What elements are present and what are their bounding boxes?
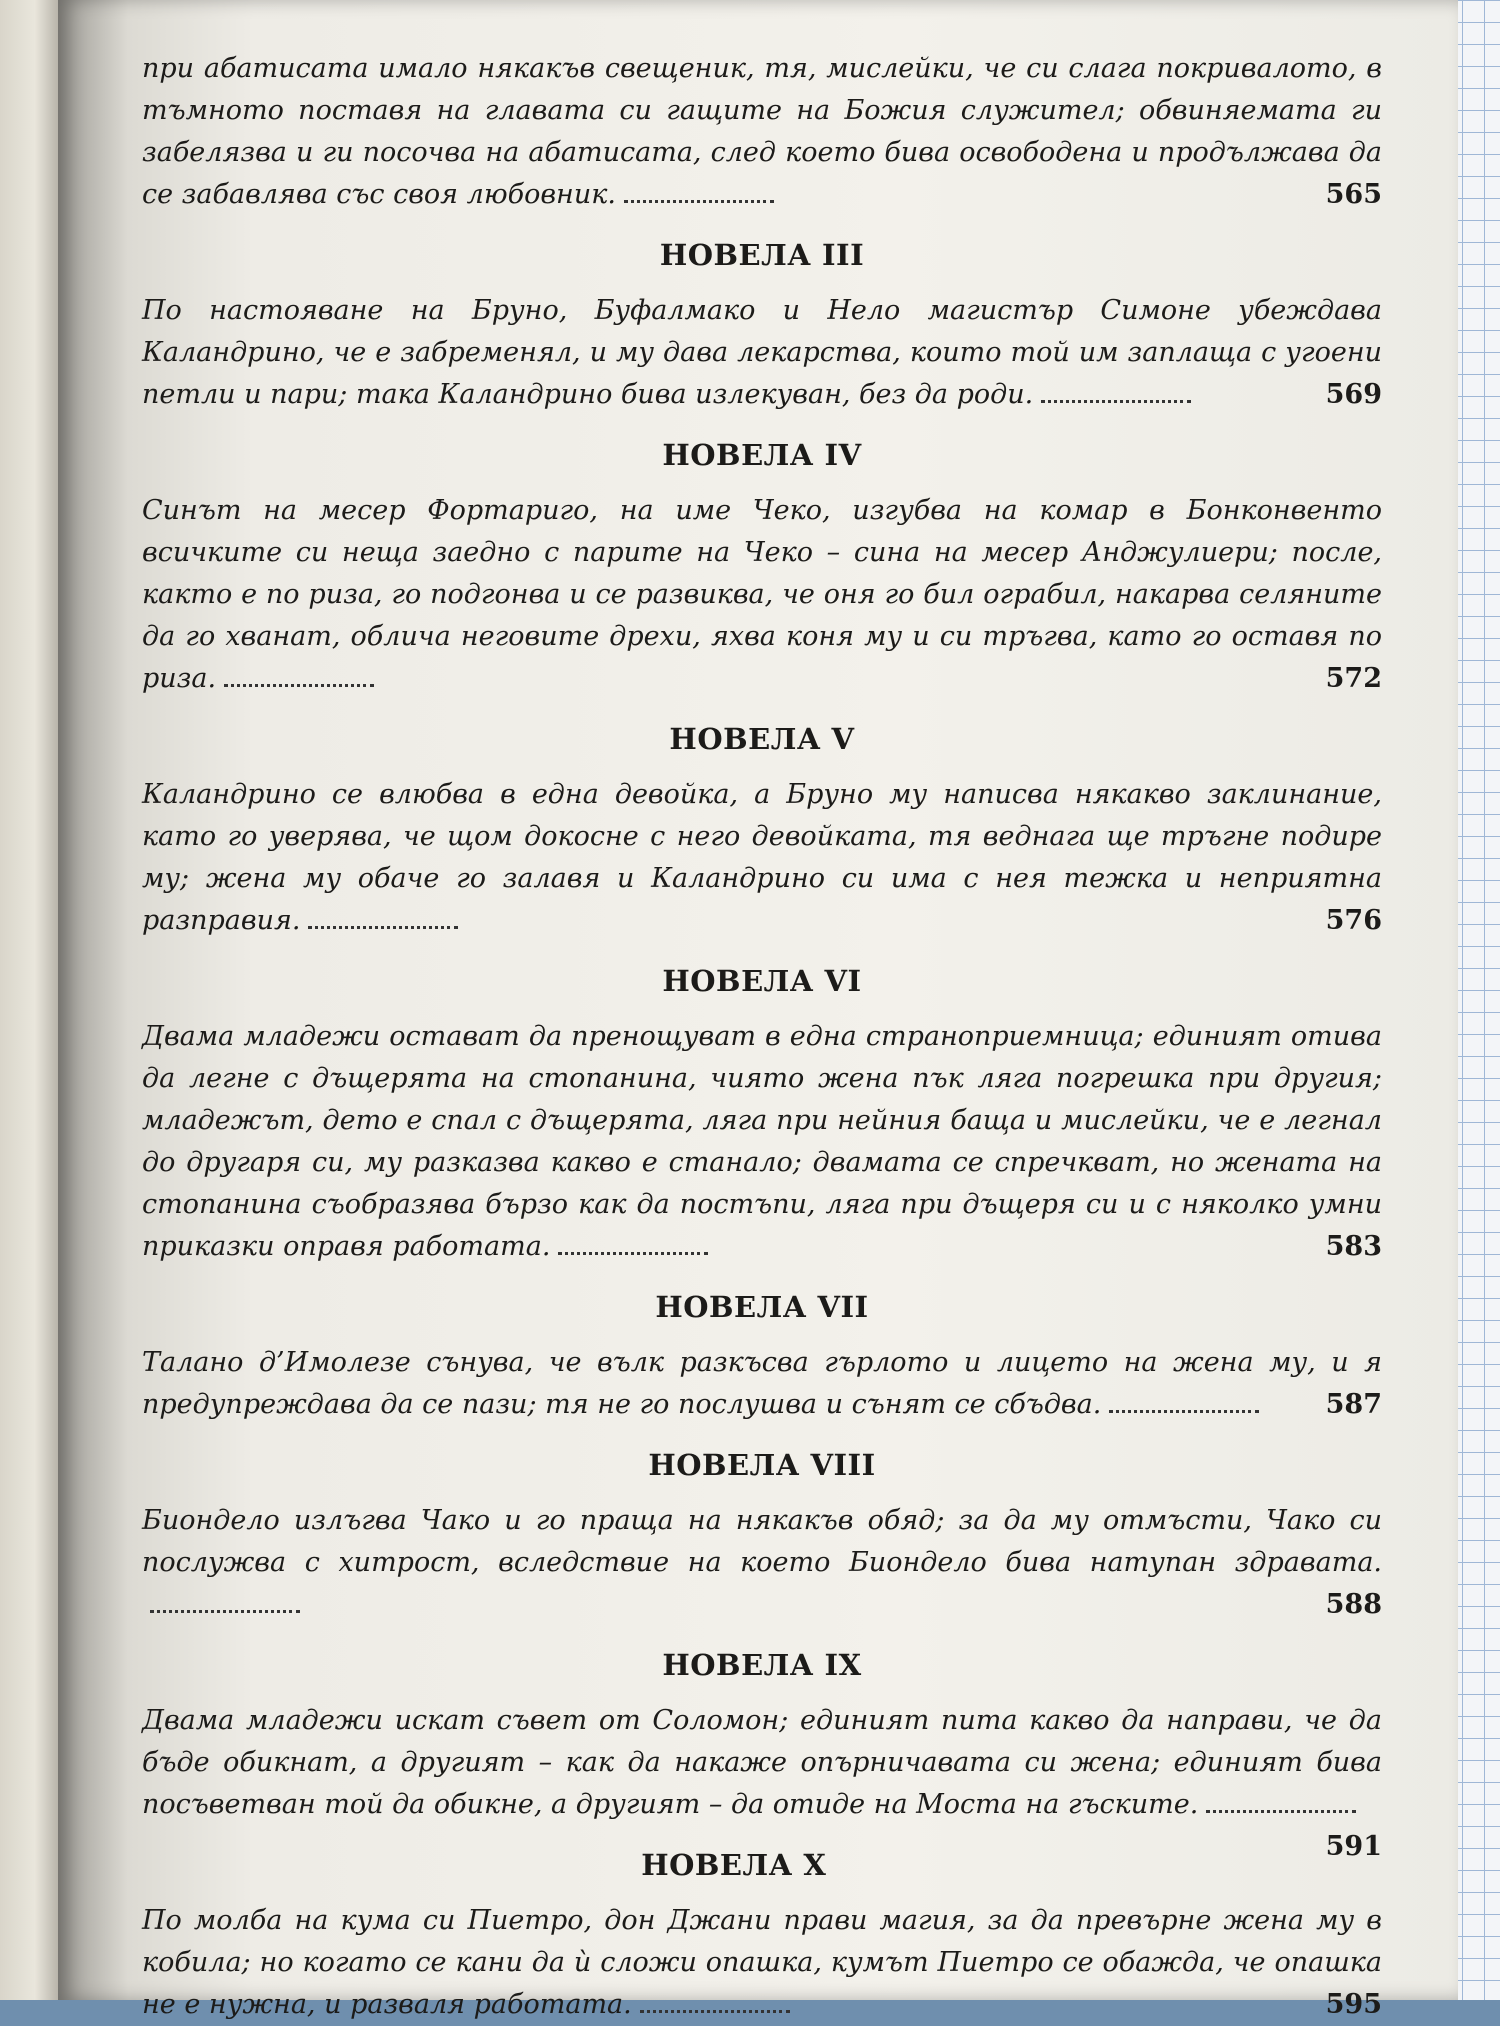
toc-entry <box>142 1446 1382 1626</box>
dot-leader <box>150 1609 300 1613</box>
toc-entry <box>142 1646 1382 1862</box>
dot-leader <box>624 199 774 203</box>
entry-summary: Талано д’Имолезе сънува, че вълк разкъсва гърлото и лицето на жена му, и я предупреждава да се пази; тя не го послушва и сънят се сбъдва. 587 <box>142 1342 1382 1426</box>
toc-entry <box>142 1846 1382 2026</box>
novella-title: НОВЕЛА VI <box>662 964 862 998</box>
novella-title: НОВЕЛА X <box>641 1848 827 1882</box>
dot-leader <box>640 2009 790 2013</box>
entry-summary: Двама младежи искат съвет от Соломон; единият пита какво да направи, че да бъде обикнат, а другият – как да накаже опърничавата си жена; единият бива посъветван той да обикне, а другият – да отиде на Моста на гъските. 591 <box>142 1700 1382 1826</box>
page-number: 583 <box>1325 1231 1382 1262</box>
dot-leader <box>308 925 458 929</box>
page-number: 591 <box>1325 1831 1382 1862</box>
toc-entry <box>142 436 1382 700</box>
entry-summary: Синът на месер Фортариго, на име Чеко, изгубва на комар в Бонконвенто всичките си неща заедно с парите на Чеко – сина на месер Анджулиери; после, както е по риза, го подгонва и се развиква, че оня го бил ограбил, накарва селяните да го хванат, облича неговите дрехи, яхва коня му и си тръгва, като го оставя по риза. 572 <box>142 490 1382 700</box>
novella-title: НОВЕЛА III <box>659 238 865 272</box>
table-of-contents <box>142 48 1382 2020</box>
entry-summary: Двама младежи остават да пренощуват в една страноприемница; единият отива да легне с дъщерята на стопанина, чиято жена пък ляга погрешка при другия; младежът, дето е спал с дъщерята, ляга при нейния баща и мислейки, че е легнал до другаря си, му разказва какво е станало; двамата се спречкват, но жената на стопанина съобразява бързо как да постъпи, ляга при дъщеря си и с няколко умни приказки оправя работата. 583 <box>142 1016 1382 1268</box>
novella-title: НОВЕЛА IX <box>662 1648 862 1682</box>
toc-entry <box>142 48 1382 216</box>
book-page <box>58 0 1458 2020</box>
toc-entry <box>142 1288 1382 1426</box>
dot-leader <box>1206 1809 1356 1813</box>
page-number: 569 <box>1325 379 1382 410</box>
entry-summary: Каландрино се влюбва в една девойка, а Бруно му написва някакво заклинание, като го уверява, че щом докосне с него девойката, тя веднага ще тръгне подире му; жена му обаче го залавя и Каландрино си има с нея тежка и неприятна разправия. 576 <box>142 774 1382 942</box>
novella-title: НОВЕЛА VIII <box>648 1448 876 1482</box>
novella-title: НОВЕЛА V <box>669 722 855 756</box>
dot-leader <box>224 683 374 687</box>
dot-leader <box>558 1251 708 1255</box>
toc-entry <box>142 962 1382 1268</box>
page-number: 587 <box>1325 1389 1382 1420</box>
toc-entry <box>142 720 1382 942</box>
dot-leader <box>1041 399 1191 403</box>
page-number: 565 <box>1325 179 1382 210</box>
entry-summary: По молба на кума си Пиетро, дон Джани прави магия, за да превърне жена му в кобила; но когато се кани да ѝ сложи опашка, кумът Пиетро се обажда, че опашка не е нужна, и разваля работата. 595 <box>142 1900 1382 2026</box>
page-number: 572 <box>1325 663 1382 694</box>
page-number: 576 <box>1325 905 1382 936</box>
entry-summary: По настояване на Бруно, Буфалмако и Нело магистър Симоне убеждава Каландрино, че е забременял, и му дава лекарства, които той им заплаща с угоени петли и пари; така Каландрино бива излекуван, без да роди. 569 <box>142 290 1382 416</box>
entry-summary: Биондело излъгва Чако и го праща на някакъв обяд; за да му отмъсти, Чако си послужва с хитрост, вследствие на което Биондело бива натупан здравата. 588 <box>142 1500 1382 1626</box>
page-number: 595 <box>1325 1989 1382 2020</box>
left-page-edge <box>0 0 58 2000</box>
novella-title: НОВЕЛА VII <box>655 1290 869 1324</box>
toc-entry <box>142 236 1382 416</box>
entry-summary: при абатисата имало някакъв свещеник, тя, мислейки, че си слага покривалото, в тъмното поставя на главата си гащите на Божия служител; обвиняемата ги забелязва и ги посочва на абатисата, след което бива освободена и продължава да се забавлява със своя любовник. 565 <box>142 48 1382 216</box>
novella-title: НОВЕЛА IV <box>662 438 862 472</box>
dot-leader <box>1109 1409 1259 1413</box>
page-number: 588 <box>1325 1589 1382 1620</box>
